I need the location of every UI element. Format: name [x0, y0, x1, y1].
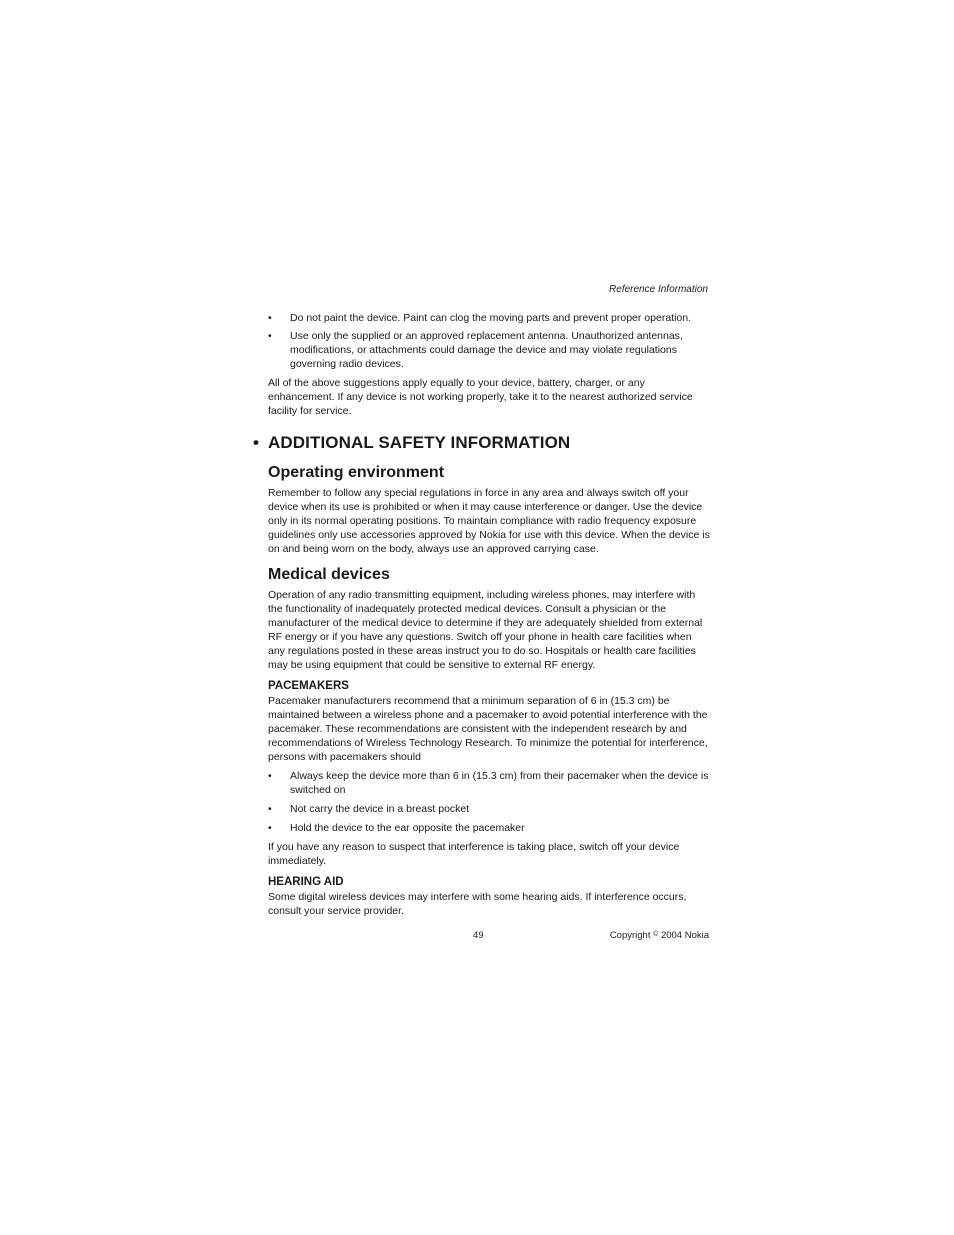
pacemakers-heading: PACEMAKERS: [268, 680, 349, 692]
list-item: [268, 821, 710, 835]
intro-paragraph: All of the above suggestions apply equally to your device, battery, charger, or any enhancement. If any device is not working properly, take it to the nearest authorized service facility for service.: [268, 377, 693, 417]
running-header: Reference Information: [609, 284, 708, 295]
medical-devices-heading: Medical devices: [268, 566, 390, 583]
list-item-text: Always keep the device more than 6 in (15.3 cm) from their pacemaker when the device is switched on: [290, 770, 709, 796]
section-bullet-icon: •: [253, 433, 260, 452]
list-item: [268, 329, 710, 371]
copyright-notice: [610, 930, 709, 941]
bullet-icon: •: [268, 330, 272, 342]
copyright-prefix: Copyright: [609, 930, 651, 941]
list-item: [268, 311, 710, 325]
list-item-text: Not carry the device in a breast pocket: [290, 803, 470, 815]
pacemakers-closing: If you have any reason to suspect that interference is taking place, switch off your device immediately.: [268, 841, 680, 867]
section-title: ADDITIONAL SAFETY INFORMATION: [268, 433, 571, 452]
operating-environment-heading: Operating environment: [268, 464, 445, 481]
pacemakers-bullet-list: [268, 769, 710, 835]
hearing-aid-body: Some digital wireless devices may interfere with some hearing aids. If interference occurs, consult your service provider.: [268, 891, 687, 917]
copyright-icon: ©: [653, 931, 659, 938]
pacemakers-body: Pacemaker manufacturers recommend that a minimum separation of 6 in (15.3 cm) be maintained between a wireless phone and a pacemaker to avoid potential interference with the pacemaker. These recommendations are consistent with the independent research by and recommendations of Wireless Technology Research. To minimize the potential for interference, persons with pacemakers should: [268, 695, 708, 763]
list-item-text: Do not paint the device. Paint can clog the moving parts and prevent proper operation.: [290, 312, 691, 324]
bullet-icon: •: [268, 312, 272, 324]
bullet-icon: •: [268, 770, 272, 782]
page-content: [253, 311, 710, 918]
section-heading: [253, 432, 710, 454]
operating-environment-body: Remember to follow any special regulations in force in any area and always switch off your device when its use is prohibited or when it may cause interference or danger. Use the device only in its normal operating positions. To maintain compliance with radio frequency exposure guidelines only use accessories approved by Nokia for use with this device. When the device is on and being worn on the body, always use an approved carrying case.: [268, 487, 710, 555]
hearing-aid-heading: HEARING AID: [268, 876, 344, 888]
bullet-icon: •: [268, 822, 272, 834]
list-item: [268, 802, 710, 816]
medical-devices-body: Operation of any radio transmitting equipment, including wireless phones, may interfere with the functionality of inadequately protected medical devices. Consult a physician or the manufacturer of the medical device to determine if they are adequately shielded from external RF energy or if you have any questions. Switch off your phone in health care facilities when any regulations posted in these areas instruct you to do so. Hospitals or health care facilities may be using equipment that could be sensitive to external RF energy.: [268, 589, 703, 671]
intro-bullet-list: [268, 311, 710, 371]
list-item-text: Hold the device to the ear opposite the pacemaker: [290, 822, 525, 834]
copyright-suffix: 2004 Nokia: [660, 930, 709, 941]
page-number: 49: [473, 930, 484, 941]
list-item-text: Use only the supplied or an approved replacement antenna. Unauthorized antennas, modifications, or attachments could damage the device and may violate regulations governing radio devices.: [290, 330, 683, 370]
list-item: [268, 769, 710, 797]
bullet-icon: •: [268, 803, 272, 815]
